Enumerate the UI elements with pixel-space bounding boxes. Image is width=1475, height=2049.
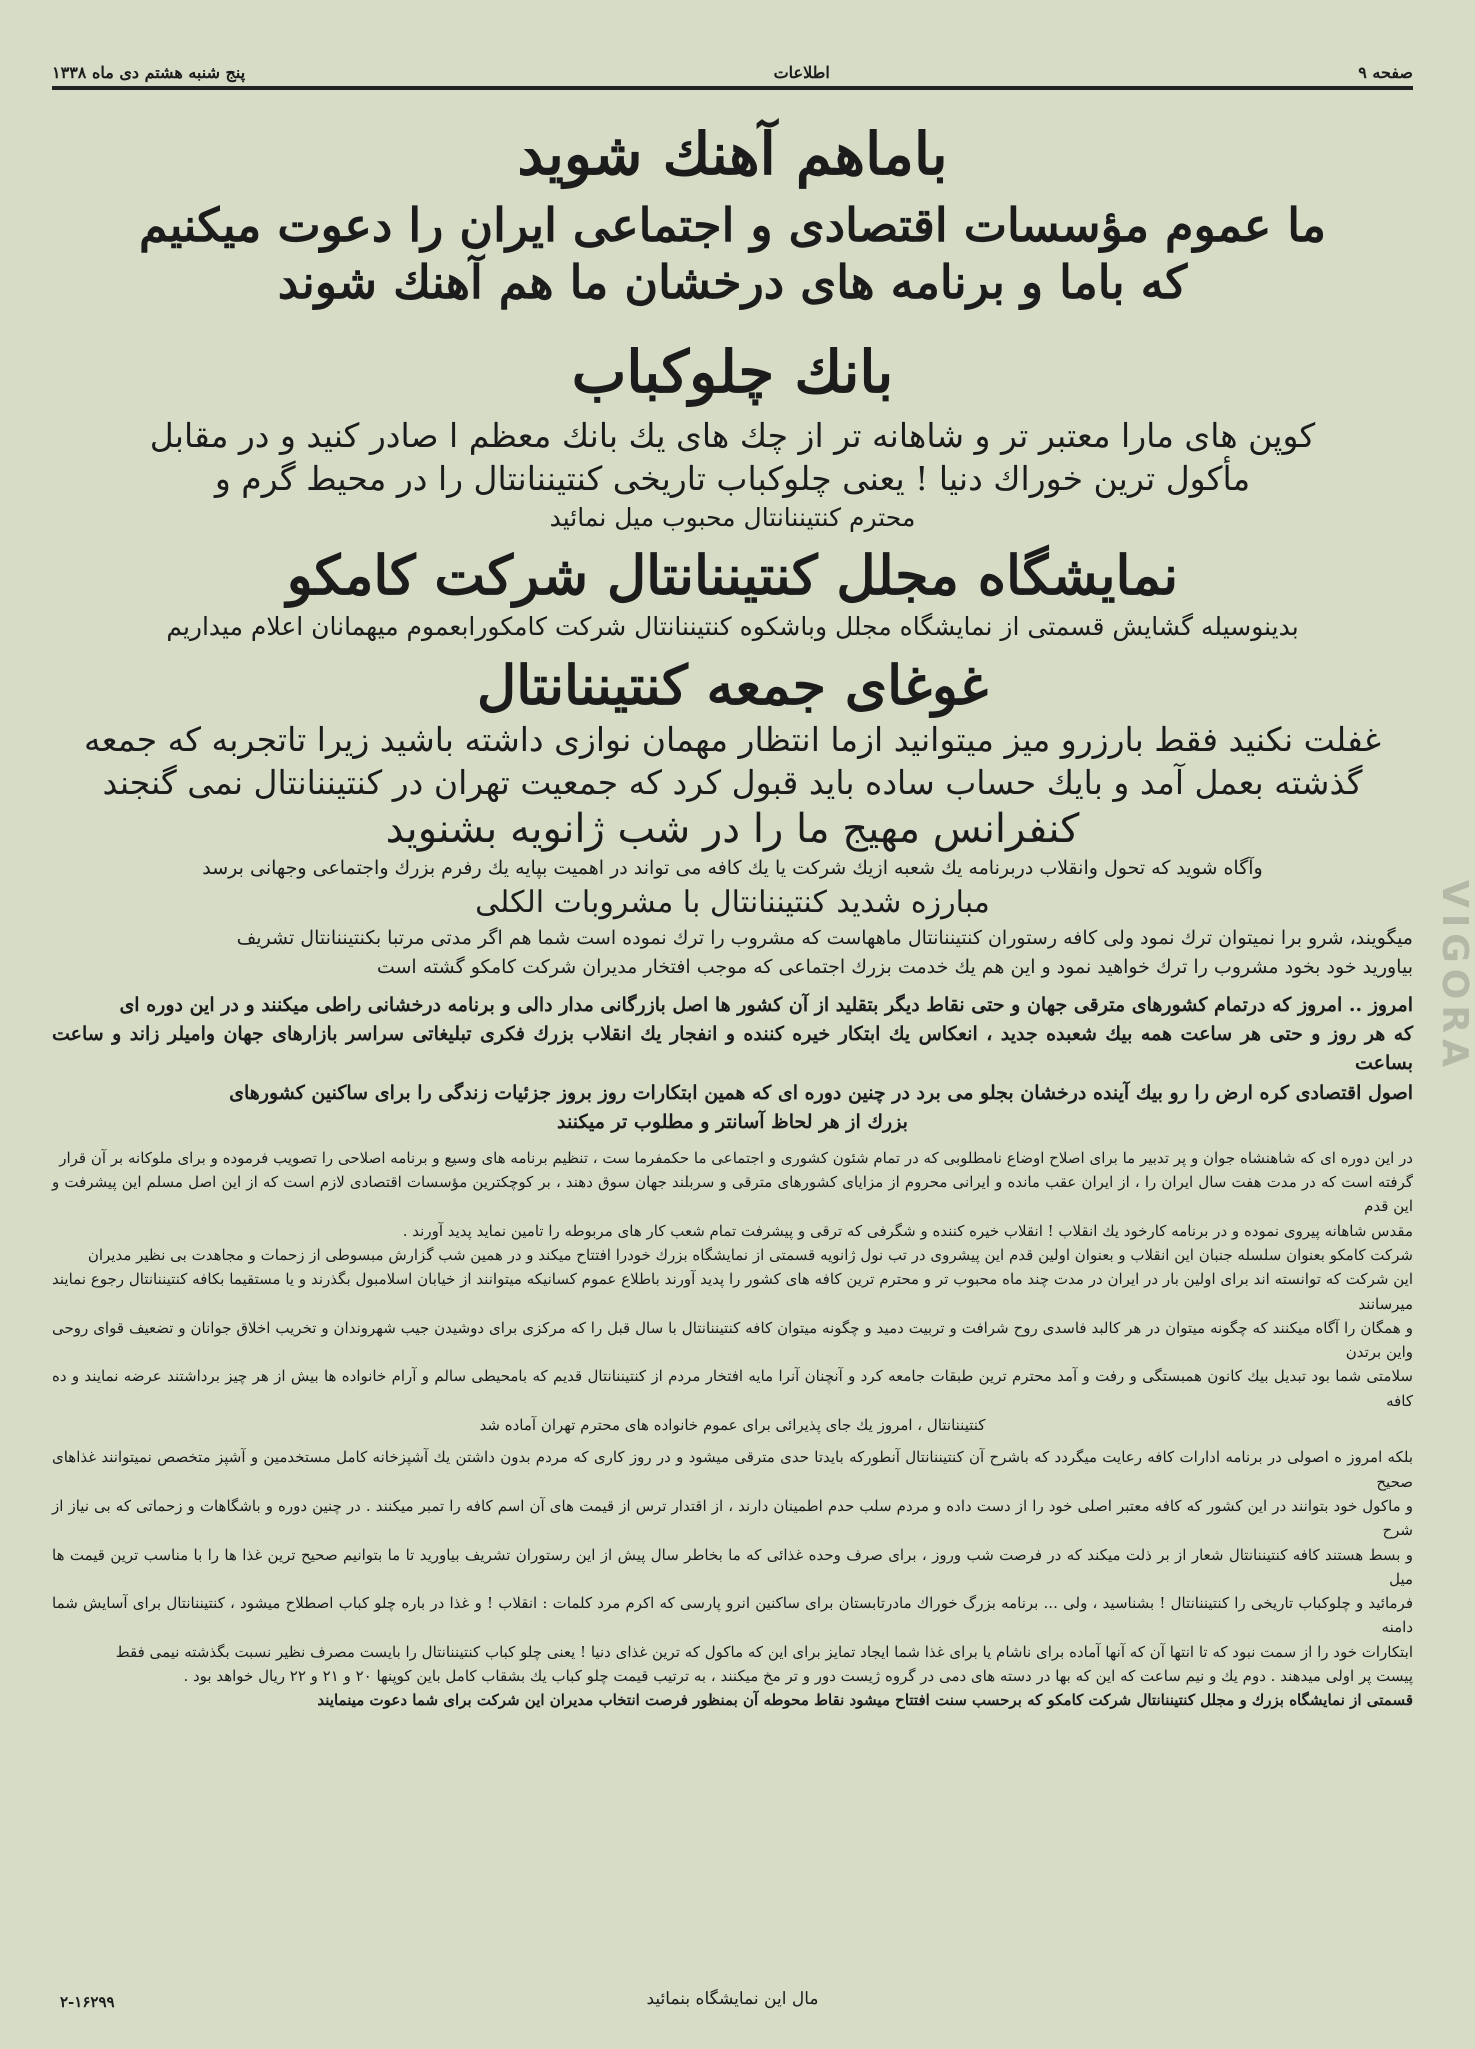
- expo-title: نمايشگاه مجلل كنتيننانتال شركت كامكو: [286, 543, 1179, 608]
- newspaper-name: اطلاعات: [773, 63, 830, 82]
- paragraph-a-1: امروز .. امروز كه درتمام كشورهاى مترقى جهان و حتى نقاط ديگر بتقليد از آن كشور ها اصل بازرگانى مدار دالى و برنامه درخشانى راطى ميكنند و در اين دوره اى: [119, 993, 1413, 1016]
- masthead: [52, 52, 1413, 90]
- paragraph-b-5: اين شركت كه توانسته اند براى اولين بار در ايران در مدت چند ماه محبوب تر و محترم ترين كافه هاى كشور را پديد آورند باطلاع عموم كسانيكه ميتوانند از خيابان اسلامبول بگذرند و يا مستقيما بكافه كنتيننانتال رجوع نمايند ميرسانند: [52, 1270, 1413, 1313]
- paragraph-b-2: گرفته است كه در مدت هفت سال ايران را ، از ايران عقب مانده و ايرانى محروم از مزاياى كشورهاى مترقى و سربلند جهان سوق دهند ، بر كوچكترين مؤسسات اقتصادى لازم است كه از اين اصل مسلم اين پيشرفت و اين قدم: [52, 1173, 1413, 1216]
- alcohol-fight-text-2: بياوريد خود بخود مشروب را ترك خواهيد نمود و اين هم يك خدمت بزرك اجتماعى كه موجب افتخار مديران شركت كامكو گشته است: [376, 956, 1413, 979]
- paragraph-c-1: بلكه امروز ه اصولى در برنامه ادارات كافه رعايت ميگردد كه باشرح آن كنتيننانتال آنطوركه بايدتا حدى مترقى ميشود و در روز كارى كه مردم بدون داشتن يك آشپزخانه كامل مستخدمين و آشپز متخصص نميتوانند غذاهاى صحيح: [52, 1448, 1414, 1491]
- bank-text-1: كوپن هاى مارا معتبر تر و شاهانه تر از چك هاى يك بانك معظم ا صادر كنيد و در مقابل: [149, 415, 1316, 455]
- issue-date: پنج شنبه هشتم دی ماه ۱۳۳۸: [52, 63, 246, 82]
- page-number: صفحه ۹: [1358, 63, 1413, 82]
- ad-code: ۲-۱۶۲۹۹: [60, 1993, 115, 2011]
- conference-title: كنفرانس مهيج ما را در شب ژانويه بشنويد: [385, 805, 1080, 852]
- alcohol-fight-text-1: ميگويند، شرو برا نميتوان ترك نمود ولى كافه رستوران كنتيننانتال ماههاست كه مشروب را ترك نموده است شما هم اگر مدتى مرتبا بكنتيننانتال تشريف: [236, 926, 1413, 949]
- alcohol-fight-title: مبارزه شديد كنتيننانتال با مشروبات الكلى: [475, 885, 990, 921]
- paragraph-b-8: كنتيننانتال ، امروز يك جاى پذيرائى براى عموم خانواده هاى محترم تهران آماده شد: [479, 1416, 986, 1435]
- friday-text-2: گذشته بعمل آمد و بايك حساب ساده بايد قبول كرد كه جمعيت تهران در كنتيننانتال نمى گنجند: [102, 763, 1363, 803]
- expo-text: بدينوسيله گشايش قسمتى از نمايشگاه مجلل وباشكوه كنتيننانتال شركت كامكورابعموم ميهمانان اعلام ميداريم: [166, 611, 1299, 641]
- paragraph-a-3: اصول اقتصادى كره ارض را رو بيك آينده درخشان بجلو مى برد در چنين دوره اى كه همين ابتكارات روز بروز جزئيات زندگى را براى ساكنين كشورهاى: [229, 1081, 1413, 1104]
- paragraph-c-3: و بسط هستند كافه كنتيننانتال شعار از بر ذلت ميكند كه در فرصت شب وروز ، براى صرف وحده غذائى كه ما بخاطر سال پيش از اين رستوران تشريف بياوريد تا ما بتوانيم صحيح ترين غذا ها را با مناسب ترين قيمت ها ميل: [52, 1545, 1413, 1588]
- paragraph-b-7: سلامتى شما بود تبديل بيك كانون همبستگى و رفت و آمد محترم ترين طبقات جامعه كرد و آنچنان آنرا مايه افتخار مردم از كنتيننانتال قديم كه بامحيطى سالم و آرام خانواده ها بيش از هر چيز برداشتند عرضه نمايند و ده كافه: [52, 1367, 1413, 1410]
- bank-title: بانك چلوكباب: [571, 337, 894, 406]
- friday-text-1: غفلت نكنيد فقط بارزرو ميز ميتوانيد ازما انتظار مهمان نوازى داشته باشيد زيرا تاتجربه كه جمعه: [84, 720, 1381, 760]
- paragraph-c-4: فرمائيد و چلوكباب تاريخى را كنتيننانتال ! بشناسيد ، ولى ... برنامه بزرگ خوراك مادرتابستان براى ساكنين انرو پارسى كه اكرم مرد كلمات : انقلاب ! و غذا در باره چلو كباب اصطلاح ميشود ، كنتيننانتال براى آسايش شما دامنه: [52, 1594, 1413, 1637]
- paragraph-b-3: مقدس شاهانه پيروى نموده و در برنامه كارخود يك انقلاب ! انقلاب خيره كننده و شگرفى كه ترقى و پيشرفت تمام شعب كار هاى مربوطه را تامين نمايد پديد آورند .: [402, 1221, 1413, 1240]
- paragraph-a-2: كه هر روز و حتى هر ساعت همه بيك شعبده جديد ، انعكاس يك ابتكار خيره كننده و انفجار يك انقلاب بزرك فكرى تبليغاتى سراسر بازارهاى جهان واميلر زاند و ساعت بساعت: [52, 1023, 1413, 1075]
- paragraph-c-2: و ماكول خود بتوانند در اين كشور كه كافه معتبر اصلى خود را از دست داده و مردم سلب حدم اطمينان دارند ، از اقتدار ترس از قيمت هاى آن اسم كافه را تمبر ميكنند . در چنين دوره و باشگاهات و زحماتى كه بى نياز از شرح: [52, 1496, 1413, 1540]
- bank-text-3: محترم كنتيننانتال محبوب ميل نمائيد: [549, 502, 916, 532]
- paragraph-a-4: بزرك از هر لحاظ آسانتر و مطلوب تر ميكنند: [557, 1111, 908, 1134]
- paragraph-c-6: پيست پر اولى ميدهند . دوم يك و نيم ساعت كه اين كه بها در دسته هاى دمى در گروه ژيست دور و تر مخ ميكنند ، به ترتيب قيمت چلو كباب يك بشقاب كامل باين كوپنها ۲۰ و ۲۱ و ۲۲ ريال خواهد بود .: [183, 1667, 1413, 1685]
- paragraph-c-5: ابتكارات خود را از سمت نبود كه تا انتها آن كه آنها آماده براى ناشام يا براى غذا شما ايجاد تمايز براى اين كه ماكول كه ترين غذاى دنيا ! يعنى چلو كباب كنتيننانتال را بايست مصرف نظير نسبت بگذشته نيمى فقط: [115, 1642, 1413, 1661]
- intro-line-2: كه باما و برنامه هاى درخشان ما هم آهنك شوند: [277, 255, 1188, 310]
- closing-text: قسمتى از نمايشگاه بزرك و مجلل كنتيننانتال شركت كامكو كه برحسب سنت افتتاح ميشود نقاط محوطه آن بمنظور فرصت انتخاب مديران اين شركت براى شما دعوت مينمايند: [317, 1691, 1413, 1710]
- paragraph-b-6: و همگان را آگاه ميكنند كه چگونه ميتوان در هر كالبد فاسدى روح شرافت و تربيت دميد و چگونه ميتوان كافه كنتيننانتال با سال قبل را كه مركزى براى دوشيدن جيب شهروندان و تخريب اخلاق جوانان و تضعيف قواى روحى واين برتدن: [52, 1318, 1413, 1362]
- friday-title: غوغاى جمعه كنتيننانتال: [477, 652, 988, 717]
- paragraph-b-1: در اين دوره اى كه شاهنشاه جوان و پر تدبير ما براى اصلاح اوضاع نامطلوبى كه در تمام شئون كشورى و اجتماعى ما حكمفرما ست ، تنظيم برنامه هاى وسيع و برنامه اصلاحى را تصويب فرموده و براى ملوكانه بر آن قرار: [59, 1148, 1413, 1167]
- bank-text-2: مأكول ترين خوراك دنيا ! يعنى چلوكباب تاريخى كنتيننانتال را در محيط گرم و: [214, 458, 1251, 498]
- main-headline: باماهم آهنك شويد: [517, 120, 948, 188]
- paragraph-b-4: شركت كامكو بعنوان سلسله جنبان اين انقلاب و بعنوان اولين قدم اين پيشروى در تب نول ژانويه قسمتى از نمايشگاه بزرك خودرا افتتاح ميكند و در همين شب گزارش مبسوطى از زحمات و مجاهدت بى نظير مديران: [87, 1245, 1413, 1264]
- bleed-through-text: VIGORA: [1434, 880, 1475, 1073]
- intro-line-1: ما عموم مؤسسات اقتصادى و اجتماعى ايران را دعوت ميكنيم: [139, 197, 1326, 252]
- closing-line: مال اين نمايشگاه بنمائيد: [646, 1989, 819, 2009]
- conference-text: وآگاه شويد كه تحول وانقلاب دربرنامه يك شعبه ازيك شركت يا يك كافه مى تواند در اهميت بپايه يك رفرم بزرك واجتماعى وجهانى برسد: [202, 856, 1263, 879]
- advertisement-body: [52, 108, 1413, 1713]
